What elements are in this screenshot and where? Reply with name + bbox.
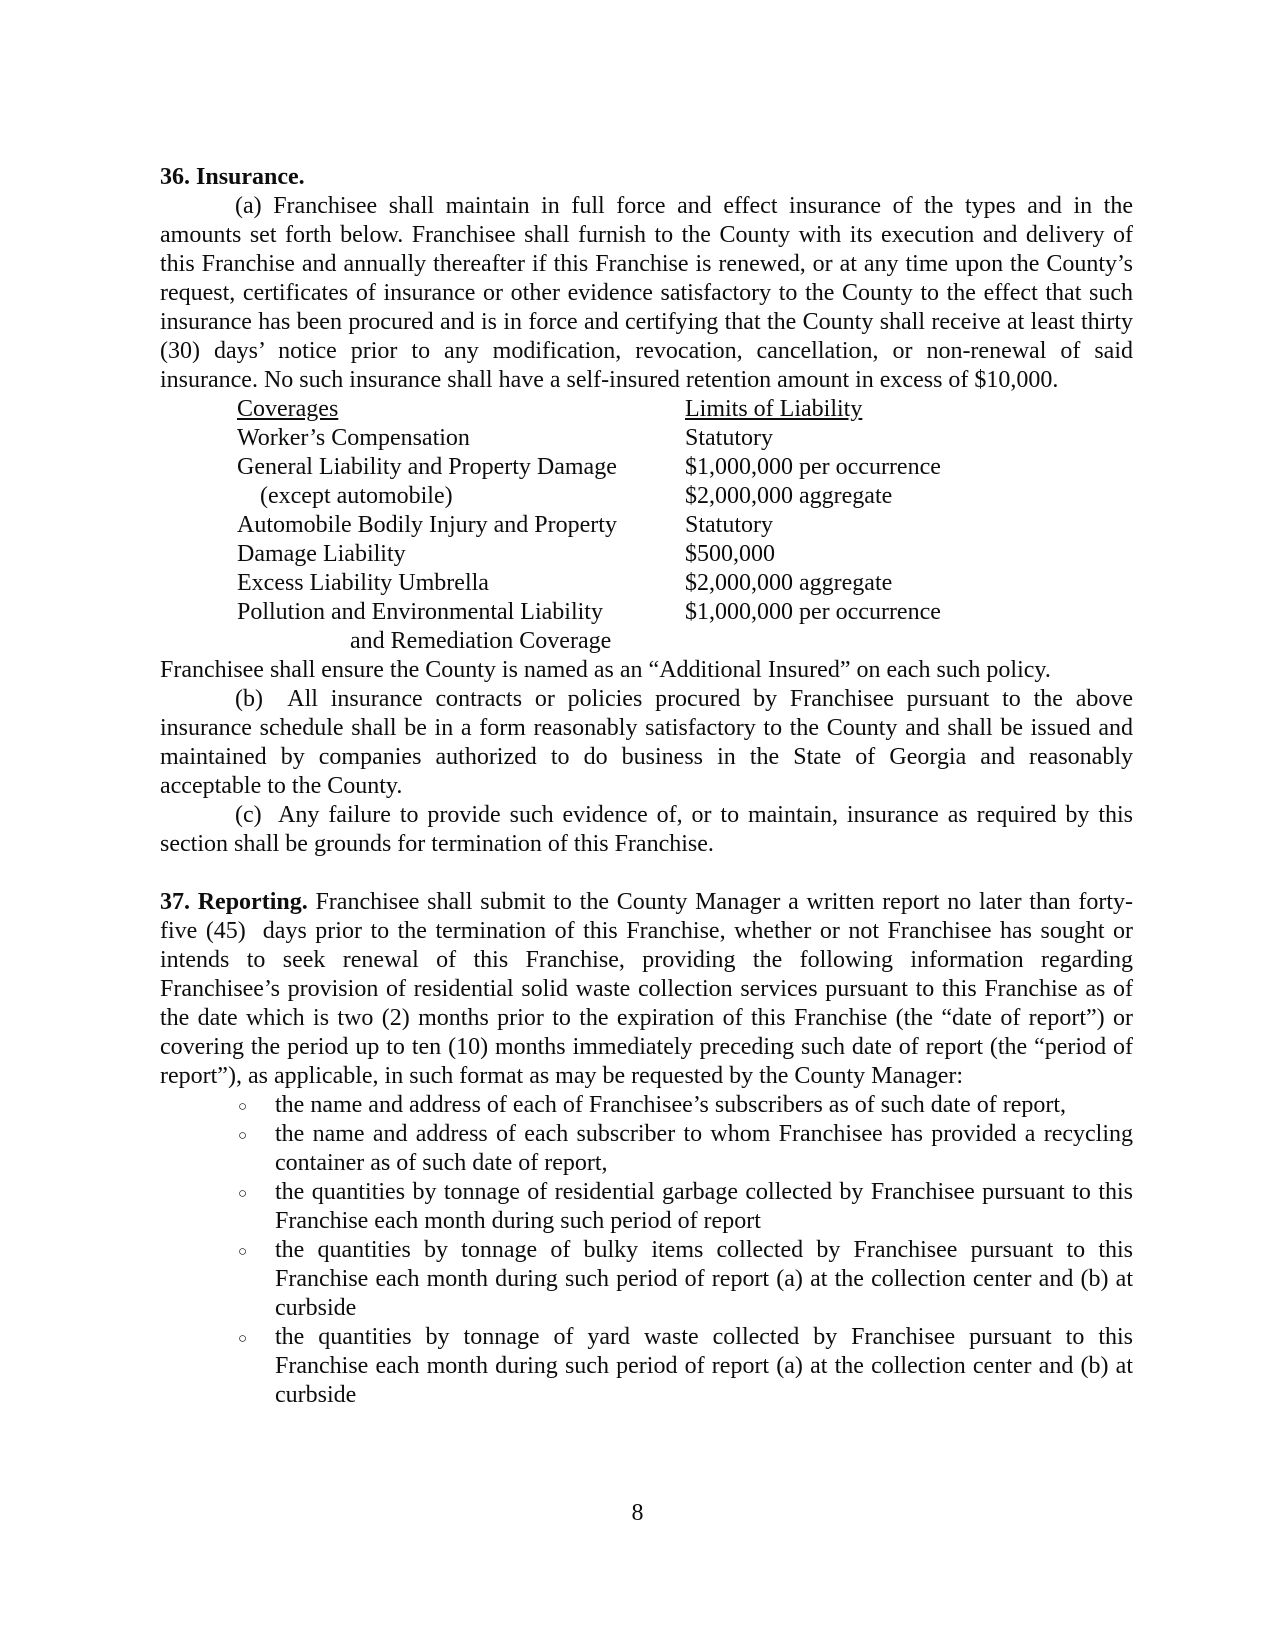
list-item-text: the quantities by tonnage of residential garbage collected by Franchisee pursuant to this Franchise each month during such period of report: [275, 1179, 1133, 1234]
limit-cell: $500,000: [685, 541, 775, 567]
coverage-cell: Worker’s Compensation: [237, 425, 470, 451]
additional-insured-note: Franchisee shall ensure the County is named as an “Additional Insured” on each such policy.: [160, 657, 1051, 683]
blank-line: [160, 859, 1133, 888]
coverage-table: [237, 395, 1133, 656]
circle-bullet-icon: ○: [238, 1244, 248, 1260]
section-37-heading: 37. Reporting.: [160, 889, 308, 915]
limits-column-header: Limits of Liability: [685, 396, 863, 422]
table-row: [237, 482, 1133, 511]
coverages-column-header: Coverages: [237, 396, 339, 422]
coverage-cell: Excess Liability Umbrella: [237, 570, 489, 596]
coverage-table-header-row: [237, 395, 1133, 424]
table-row: [237, 627, 1133, 656]
coverage-cell: General Liability and Property Damage: [237, 454, 617, 480]
table-row: [237, 540, 1133, 569]
section-36-paragraph-c: (c) Any failure to provide such evidence of, or to maintain, insurance as required by this section shall be grounds for termination of this Franchise.: [160, 802, 1133, 857]
coverage-cell: Automobile Bodily Injury and Property: [237, 512, 617, 538]
section-36-heading: 36. Insurance.: [160, 164, 305, 190]
table-row: [237, 598, 1133, 627]
circle-bullet-icon: ○: [238, 1186, 248, 1202]
table-row: [237, 511, 1133, 540]
circle-bullet-icon: ○: [238, 1099, 248, 1115]
list-item: [160, 1323, 1133, 1410]
limit-cell: [685, 627, 1133, 656]
limit-cell: $2,000,000 aggregate: [685, 570, 893, 596]
limit-cell: Statutory: [685, 425, 773, 451]
list-item: [160, 1236, 1133, 1323]
coverage-cell: and Remediation Coverage: [350, 628, 612, 654]
circle-bullet-icon: ○: [238, 1128, 248, 1144]
coverage-cell: Damage Liability: [237, 541, 406, 567]
table-row: [237, 453, 1133, 482]
limit-cell: $2,000,000 aggregate: [685, 483, 893, 509]
limit-cell: $1,000,000 per occurrence: [685, 599, 941, 625]
limit-cell: Statutory: [685, 512, 773, 538]
list-item: [160, 1091, 1133, 1120]
list-item-text: the name and address of each subscriber to whom Franchisee has provided a recycling container as of such date of report,: [275, 1121, 1133, 1176]
circle-bullet-icon: ○: [238, 1331, 248, 1347]
section-36-paragraph-a: (a) Franchisee shall maintain in full force and effect insurance of the types and in the amounts set forth below. Franchisee shall furnish to the County with its execution and delivery of this Franchise and annually thereafter if this Franchise is renewed, or at any time upon the County’s request, certificates of insurance or other evidence satisfactory to the County to the effect that such insurance has been procured and is in force and certifying that the County shall receive at least thirty (30) days’ notice prior to any modification, revocation, cancellation, or non-renewal of said insurance. No such insurance shall have a self-insured retention amount in excess of $10,000.: [160, 193, 1133, 393]
list-item-text: the name and address of each of Franchisee’s subscribers as of such date of report,: [275, 1092, 1067, 1118]
list-item-text: the quantities by tonnage of bulky items collected by Franchisee pursuant to this Franchise each month during such period of report (a) at the collection center and (b) at curbside: [275, 1237, 1133, 1321]
page-number: 8: [631, 1500, 644, 1526]
report-items-list: [160, 1091, 1133, 1410]
list-item-text: the quantities by tonnage of yard waste collected by Franchisee pursuant to this Franchise each month during such period of report (a) at the collection center and (b) at curbside: [275, 1324, 1133, 1408]
section-37-paragraph: [160, 888, 1133, 1091]
page-content: [160, 163, 1133, 1410]
coverage-cell: (except automobile): [260, 483, 453, 509]
limit-cell: $1,000,000 per occurrence: [685, 454, 941, 480]
section-36-paragraph-b: (b) All insurance contracts or policies procured by Franchisee pursuant to the above insurance schedule shall be in a form reasonably satisfactory to the County and shall be issued and maintained by companies authorized to do business in the State of Georgia and reasonably acceptable to the County.: [160, 686, 1133, 799]
coverage-cell: Pollution and Environmental Liability: [237, 599, 603, 625]
list-item: [160, 1120, 1133, 1178]
list-item: [160, 1178, 1133, 1236]
table-row: [237, 424, 1133, 453]
table-row: [237, 569, 1133, 598]
section-37-body: Franchisee shall submit to the County Manager a written report no later than forty-five (45) days prior to the termination of this Franchise, whether or not Franchisee has sought or intends to seek renewal of this Franchise, providing the following information regarding Franchisee’s provision of residential solid waste collection services pursuant to this Franchise as of the date which is two (2) months prior to the expiration of this Franchise (the “date of report”) or covering the period up to ten (10) months immediately preceding such date of report (the “period of report”), as applicable, in such format as may be requested by the County Manager:: [160, 889, 1133, 1089]
